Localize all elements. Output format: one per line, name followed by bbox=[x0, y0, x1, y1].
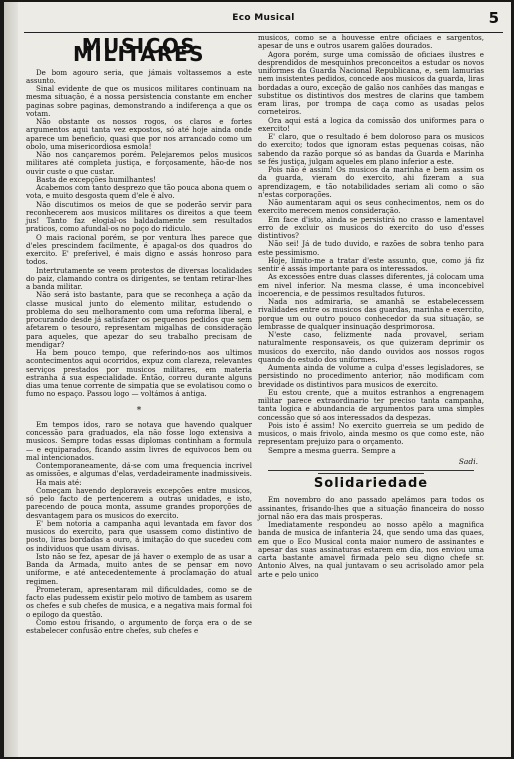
paragraph: As excessões entre duas classes diferentes, já colocam uma em nivel inferior. Na mesma classe, é uma inconcebivel incoerencia, e de pessimos resultados futuros. bbox=[258, 272, 484, 298]
paragraph: N'este caso, felizmente nada provavel, seriam naturalmente responsaveis, os que quizeram deprimir os musicos do exercito, não dando ouvidos aos nossos rogos quando do estudo dos uniformes. bbox=[258, 330, 484, 364]
publication-title: Eco Musical bbox=[232, 13, 295, 23]
paragraph: Basta de excepções humilhantes! bbox=[36, 174, 156, 184]
paragraph: Agora porém, surge uma comissão de oficiaes ilustres e desprendidos de mesquinhos preconceitos a estudar os novos uniformes da Guarda Nacional Republicana, e, sem lamurias nem insistentes pedidos, concede aos musicos da guarda, liras bordadas a ouro, exceção de galão nos canhões das mangas e substitue os distintivos dos mestres de clarins que tambem eram liras, por trompa de caça como as usadas pelos corneteiros. bbox=[258, 49, 484, 117]
paragraph: Acabemos com tanto desprezo que tão pouca abona quem o vota, e muito desgosta quem d'ele é alvo. bbox=[26, 183, 252, 201]
article-body-part2 bbox=[26, 421, 252, 636]
paragraph: Sempre a mesma guerra. Sempre a bbox=[268, 445, 396, 455]
paragraph: Não será isto bastante, para que se reconheça a ação da classe musical junto do elemento militar, estudendo o problema do seu melhoramento com uma reforma liberal, e procurando desde já satisfazer os pequenos pedidos que sem afetarem o tesouro, representam migalhas de consideração para aqueles, que apezar do seu trabalho precisam de mendigar? bbox=[26, 290, 252, 349]
paragraph: Não obstante os nossos rogos, os claros e fortes argumentos aqui tanta vez expostos, só até hoje ainda onde aparece um beneficio, quasi que por nos arrancado como um obolo, uma misericordiosa esmola! bbox=[26, 117, 252, 151]
paragraph: Intertrutamente se veem protestos de diversas localidades do paiz, clamando contra os dirigentes, se tentam retirar-lhes a banda militar. bbox=[26, 265, 252, 291]
paragraph: Não aumentaram aqui os seus conhecimentos, nem os do exercito merecem menos consideração. bbox=[258, 198, 484, 216]
paragraph: Como estou frisando, o argumento de força era o de se estabelecer confusão entre chefes, sub chefes e bbox=[26, 617, 252, 635]
author-signature: Sadi. bbox=[458, 456, 478, 466]
paragraph: Prometeram, apresentaram mil dificuldades, como se de facto elas pudessem existir pelo motivo de tambem as usarem os chefes e sub chefes de musica, e a negativa mais formal foi o epilogo da questão. bbox=[26, 584, 252, 619]
paragraph: Começam havendo deploraveis excepções entre musicos, só pelo facto de pertencerem a outras unidades, e isto, parecendo de pouca monta, assume grandes proporções de desvantagem para os musicos do exercito. bbox=[26, 485, 252, 520]
paragraph: musicos, como se a houvesse entre oficiaes e sargentos, apesar de uns e outros usarem galões dourados. bbox=[258, 33, 484, 51]
article-body-part1 bbox=[26, 69, 252, 399]
paragraph: De bom agouro seria, que jámais voltassemos a este assunto. bbox=[26, 67, 252, 85]
paragraph: E' bem notoria a campanha aqui levantada em favor dos musicos do exercito, para que usassem como distintivo de posto, liras bordadas a ouro, á imitação do que sucedeu com os individuos que usam divisas. bbox=[26, 518, 252, 553]
paragraph: Eu estou crente, que a muitos estranhos a engrenagem militar parece extraordinario ter preciso tanta campanha, tanta logica e abundancia de argumentos para uma simples concessão que só aos interessados da despezas. bbox=[258, 387, 484, 422]
section-title: Solidariedade bbox=[313, 476, 429, 491]
divider-rule-short bbox=[318, 473, 424, 474]
paragraph: O mais racional porém, se por ventura lhes parece que d'eles prescindem facilmente, é apagal-os dos quadros do exercito. E' preferivel, é mais digno e assás honroso para todos. bbox=[26, 232, 252, 267]
paragraph: Pois não é assim! Os musicos da marinha e bem assim os da guarda, vieram do exercito, ahi fizeram a sua aprendizagem, e tão notabilidades seriam ali como o são n'estas corporações. bbox=[258, 165, 484, 199]
paragraph: Ha bem pouco tempo, que referindo-nos aos ultimos acontecimentos aqui ocorridos, expuz com clareza, relevantes serviços prestados por musicos militares, em materia estranha á sua especialidade. Então, correu durante alguns dias uma tenue corrente de simpatia que se evolatisou como o fumo no espaço. Passou logo — voltámos á antiga. bbox=[26, 348, 252, 399]
paragraph: Em tempos idos, raro se notava que havendo qualquer concessão para graduados, ela não fosse logo extensiva a musicos. Sempre todas essas diplomas continham a formula — e equiparados, ficando assim livres de equivocos bem ou mal intencionados. bbox=[26, 419, 252, 462]
paragraph: Pois isto é assim! No exercito guerreia se um pedido de musicos, o mais frivolo, ainda mesmo os que como este, não representam prejuizo para o orçamento. bbox=[258, 420, 484, 447]
newspaper-page bbox=[4, 2, 511, 757]
paragraph: Ora aqui está a logica da comissão dos uniformes para o exercito! bbox=[258, 115, 484, 133]
paragraph: Em face d'isto, ainda se persistirá no crasso e lamentavel erro de excluir os musicos do exercito do uso d'esses distintivos? bbox=[258, 214, 484, 240]
paragraph: Não nos cançaremos porém. Pelejaremos pelos musicos militares até completa justiça, e forçosamente, hão-de nos ouvir custe o que custar. bbox=[26, 150, 252, 176]
solidariedade-body bbox=[258, 496, 484, 579]
article-title: MUSICOS MILITARES bbox=[72, 34, 206, 67]
article-continuation bbox=[258, 34, 484, 455]
paragraph: E' claro, que o resultado é bem doloroso para os musicos do exercito; todos que ignoram estas pequenas coisas, não sabendo da razão porque só as bandas da Guarda e Marinha se fés justiça, julgam aqueles em plano inferior a este. bbox=[258, 132, 484, 166]
page-number: 5 bbox=[488, 9, 499, 27]
paragraph: Hoje, limito-me a tratar d'este assunto, que, como já fiz sentir é assás importante para os interessados. bbox=[258, 255, 484, 273]
paragraph: Isto não se fez, apesar de já haver o exemplo de as usar a Banda da Armada, muito antes de se pensar em novo uniforme, e até antecedentemente á proclamação do atual regimen. bbox=[26, 551, 252, 586]
section-separator-star: * bbox=[136, 405, 142, 416]
right-column bbox=[258, 34, 484, 579]
paragraph: Ha mais até: bbox=[36, 477, 82, 487]
paragraph: Imediatamente respondeu ao nosso apêlo a magnifica banda de musica de infanteria 24, que sendo uma das quaes, em que o Eco Musical conta maior numero de assinantes e apesar das suas assinaturas estarem em dia, nos enviou uma carta bastante amavel firmada pelo seu digno chefe sr. Antonio Alves, na qual juntavam o seu acrisolado amor pela arte e pelo unico bbox=[258, 520, 484, 579]
paragraph: Não sei! Já de tudo duvido, e razões de sobra tenho para este pessimismo. bbox=[258, 239, 484, 257]
paragraph: Aumenta ainda de volume a culpa d'esses legisladores, se persistindo no procedimento anterior, não modificam com brevidade os distintivos para musicos de exercito. bbox=[258, 363, 484, 389]
paragraph: Não discutimos os meios de que se poderão servir para reconhecerem aos musicos militares os direitos a que teem jus! Tanto faz elogial-os baldadamente sem resultados praticos, como afundal-os no poço do ridiculo. bbox=[26, 199, 252, 234]
paragraph: Em novembro do ano passado apelámos para todos os assinantes, frisando-lhes que a situação financeira do nosso jornal não era das mais prosperas. bbox=[258, 495, 484, 521]
page-header bbox=[24, 10, 503, 33]
paragraph: Sinal evidente de que os musicos militares continuam na mesma situação, é a nossa persistencia constante em encher paginas sobre paginas, demonstrando a indiferença a que os votam. bbox=[26, 84, 252, 118]
paragraph: Contemporaneamente, dá-se com uma frequencia incrivel as omissões, e algumas d'elas, verdadeiramente inadmissiveis. bbox=[26, 461, 252, 479]
paragraph: Nada nos admiraria, se amanhã se estabelecessem rivalidades entre os musicos das guardas, marinha e exercito, porque um ou outro pouco conhecedor da sua situação, se lembrasse de qualquer insinuação desprimorosa. bbox=[258, 297, 484, 331]
divider-rule bbox=[268, 470, 474, 471]
left-column bbox=[26, 34, 252, 635]
page-spine-shadow bbox=[4, 2, 18, 757]
